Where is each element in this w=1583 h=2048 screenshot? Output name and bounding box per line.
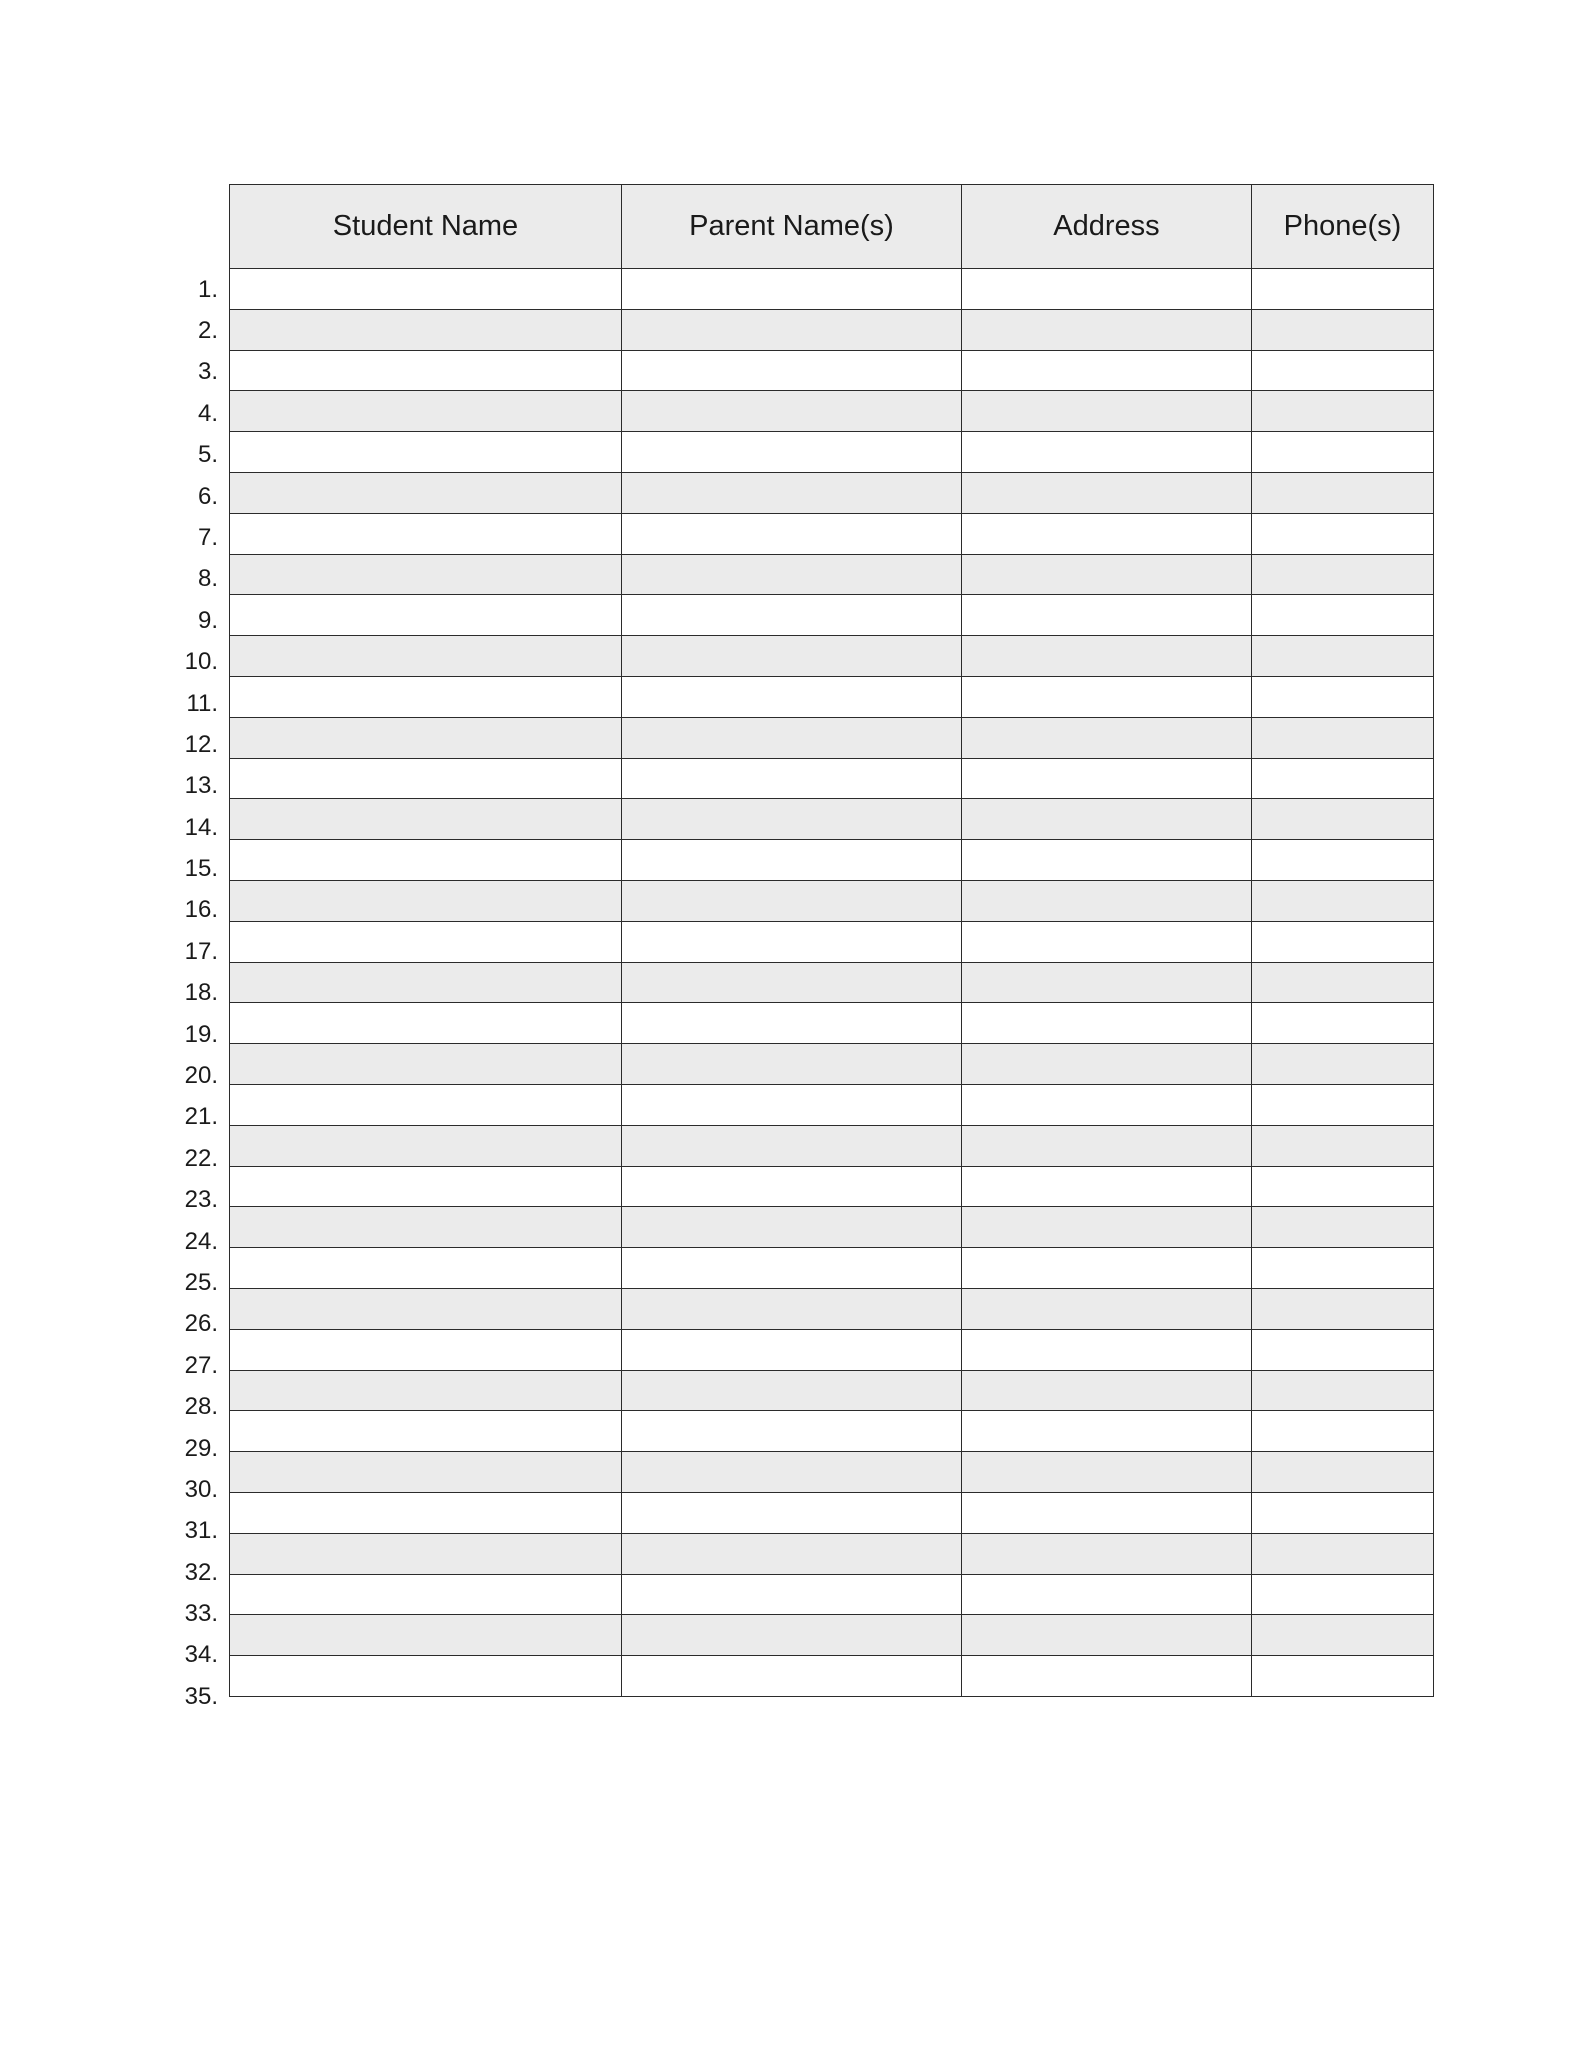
table-row	[230, 1411, 1434, 1452]
row-number: 15.	[184, 855, 218, 883]
student-name-cell[interactable]	[230, 1533, 622, 1574]
row-number: 13.	[184, 772, 218, 800]
table-row	[230, 1166, 1434, 1207]
row-number: 7.	[197, 523, 218, 551]
header-address: Address	[962, 185, 1252, 269]
table-row	[230, 1452, 1434, 1493]
phones-cell[interactable]	[1252, 1574, 1434, 1615]
table-row	[230, 1207, 1434, 1248]
row-number: 30.	[184, 1475, 218, 1503]
table-row	[230, 758, 1434, 799]
student-name-cell[interactable]	[230, 432, 622, 473]
phones-cell[interactable]	[1252, 472, 1434, 513]
table-row	[230, 1574, 1434, 1615]
student-name-cell[interactable]	[230, 269, 622, 310]
parent-names-cell[interactable]	[622, 1084, 962, 1125]
student-name-cell[interactable]	[230, 1656, 622, 1697]
row-number: 14.	[184, 813, 218, 841]
phones-cell[interactable]	[1252, 799, 1434, 840]
row-number: 19.	[184, 1020, 218, 1048]
row-number: 10.	[184, 648, 218, 676]
row-number: 28.	[184, 1393, 218, 1421]
address-cell[interactable]	[962, 432, 1252, 473]
phones-cell[interactable]	[1252, 350, 1434, 391]
header-phones: Phone(s)	[1252, 185, 1434, 269]
parent-names-cell[interactable]	[622, 799, 962, 840]
student-name-cell[interactable]	[230, 840, 622, 881]
parent-names-cell[interactable]	[622, 921, 962, 962]
table-row	[230, 309, 1434, 350]
student-name-cell[interactable]	[230, 1207, 622, 1248]
parent-names-cell[interactable]	[622, 1166, 962, 1207]
parent-names-cell[interactable]	[622, 513, 962, 554]
student-name-cell[interactable]	[230, 1492, 622, 1533]
parent-names-cell[interactable]	[622, 717, 962, 758]
parent-names-cell[interactable]	[622, 391, 962, 432]
phones-cell[interactable]	[1252, 758, 1434, 799]
header-row	[230, 185, 1434, 269]
student-name-cell[interactable]	[230, 1125, 622, 1166]
phones-cell[interactable]	[1252, 1003, 1434, 1044]
row-number: 4.	[197, 399, 218, 427]
address-cell[interactable]	[962, 1574, 1252, 1615]
student-name-cell[interactable]	[230, 880, 622, 921]
student-name-cell[interactable]	[230, 1411, 622, 1452]
table-row	[230, 840, 1434, 881]
student-name-cell[interactable]	[230, 309, 622, 350]
student-name-cell[interactable]	[230, 1248, 622, 1289]
parent-names-cell[interactable]	[622, 1207, 962, 1248]
parent-names-cell[interactable]	[622, 1125, 962, 1166]
phones-cell[interactable]	[1252, 269, 1434, 310]
row-number: 33.	[184, 1600, 218, 1628]
table-row	[230, 1084, 1434, 1125]
phones-cell[interactable]	[1252, 1084, 1434, 1125]
parent-names-cell[interactable]	[622, 676, 962, 717]
row-number: 18.	[184, 979, 218, 1007]
student-name-cell[interactable]	[230, 1574, 622, 1615]
address-cell[interactable]	[962, 962, 1252, 1003]
parent-names-cell[interactable]	[622, 472, 962, 513]
table-row	[230, 1492, 1434, 1533]
student-name-cell[interactable]	[230, 595, 622, 636]
table-row	[230, 513, 1434, 554]
table-row	[230, 1329, 1434, 1370]
address-cell[interactable]	[962, 1003, 1252, 1044]
student-name-cell[interactable]	[230, 799, 622, 840]
row-number-column	[150, 269, 218, 1718]
header-student-name: Student Name	[230, 185, 622, 269]
phones-cell[interactable]	[1252, 880, 1434, 921]
row-number: 6.	[197, 482, 218, 510]
row-number: 26.	[184, 1310, 218, 1338]
phones-cell[interactable]	[1252, 1166, 1434, 1207]
student-name-cell[interactable]	[230, 350, 622, 391]
parent-names-cell[interactable]	[622, 269, 962, 310]
student-name-cell[interactable]	[230, 962, 622, 1003]
student-name-cell[interactable]	[230, 1615, 622, 1656]
phones-cell[interactable]	[1252, 1411, 1434, 1452]
phones-cell[interactable]	[1252, 1452, 1434, 1493]
student-name-cell[interactable]	[230, 1084, 622, 1125]
parent-names-cell[interactable]	[622, 1288, 962, 1329]
address-cell[interactable]	[962, 1452, 1252, 1493]
address-cell[interactable]	[962, 1370, 1252, 1411]
address-cell[interactable]	[962, 1656, 1252, 1697]
parent-names-cell[interactable]	[622, 962, 962, 1003]
row-number: 23.	[184, 1186, 218, 1214]
student-roster-table	[229, 184, 1434, 1697]
address-cell[interactable]	[962, 880, 1252, 921]
phones-cell[interactable]	[1252, 595, 1434, 636]
phones-cell[interactable]	[1252, 636, 1434, 677]
table-row	[230, 1125, 1434, 1166]
table-row	[230, 676, 1434, 717]
table-row	[230, 1615, 1434, 1656]
row-number: 1.	[197, 275, 218, 303]
address-cell[interactable]	[962, 799, 1252, 840]
parent-names-cell[interactable]	[622, 1452, 962, 1493]
row-number: 29.	[184, 1434, 218, 1462]
phones-cell[interactable]	[1252, 513, 1434, 554]
phones-cell[interactable]	[1252, 840, 1434, 881]
phones-cell[interactable]	[1252, 1288, 1434, 1329]
parent-names-cell[interactable]	[622, 880, 962, 921]
table-row	[230, 921, 1434, 962]
phones-cell[interactable]	[1252, 962, 1434, 1003]
address-cell[interactable]	[962, 513, 1252, 554]
parent-names-cell[interactable]	[622, 1574, 962, 1615]
parent-names-cell[interactable]	[622, 1003, 962, 1044]
phones-cell[interactable]	[1252, 1044, 1434, 1085]
row-number: 2.	[197, 316, 218, 344]
row-number: 31.	[184, 1517, 218, 1545]
phones-cell[interactable]	[1252, 1248, 1434, 1289]
address-cell[interactable]	[962, 1084, 1252, 1125]
table-row	[230, 595, 1434, 636]
row-number: 24.	[184, 1227, 218, 1255]
row-number: 32.	[184, 1558, 218, 1586]
parent-names-cell[interactable]	[622, 554, 962, 595]
student-name-cell[interactable]	[230, 676, 622, 717]
address-cell[interactable]	[962, 350, 1252, 391]
parent-names-cell[interactable]	[622, 1370, 962, 1411]
student-name-cell[interactable]	[230, 921, 622, 962]
address-cell[interactable]	[962, 1492, 1252, 1533]
address-cell[interactable]	[962, 717, 1252, 758]
student-name-cell[interactable]	[230, 636, 622, 677]
address-cell[interactable]	[962, 1411, 1252, 1452]
address-cell[interactable]	[962, 472, 1252, 513]
parent-names-cell[interactable]	[622, 1329, 962, 1370]
parent-names-cell[interactable]	[622, 1533, 962, 1574]
phones-cell[interactable]	[1252, 676, 1434, 717]
table-row	[230, 799, 1434, 840]
parent-names-cell[interactable]	[622, 309, 962, 350]
address-cell[interactable]	[962, 676, 1252, 717]
parent-names-cell[interactable]	[622, 758, 962, 799]
row-number: 17.	[184, 937, 218, 965]
roster-body	[230, 269, 1434, 1697]
student-name-cell[interactable]	[230, 1166, 622, 1207]
row-number: 27.	[184, 1351, 218, 1379]
row-number: 3.	[197, 358, 218, 386]
parent-names-cell[interactable]	[622, 840, 962, 881]
phones-cell[interactable]	[1252, 1492, 1434, 1533]
table-row	[230, 1533, 1434, 1574]
table-row	[230, 717, 1434, 758]
address-cell[interactable]	[962, 1125, 1252, 1166]
phones-cell[interactable]	[1252, 1207, 1434, 1248]
table-row	[230, 636, 1434, 677]
parent-names-cell[interactable]	[622, 1411, 962, 1452]
address-cell[interactable]	[962, 636, 1252, 677]
table-row	[230, 880, 1434, 921]
row-number: 9.	[197, 606, 218, 634]
row-number: 5.	[197, 441, 218, 469]
row-number: 21.	[184, 1103, 218, 1131]
row-number: 22.	[184, 1144, 218, 1172]
phones-cell[interactable]	[1252, 1370, 1434, 1411]
phones-cell[interactable]	[1252, 391, 1434, 432]
phones-cell[interactable]	[1252, 1656, 1434, 1697]
address-cell[interactable]	[962, 1615, 1252, 1656]
student-name-cell[interactable]	[230, 472, 622, 513]
table-row	[230, 269, 1434, 310]
table-row	[230, 1370, 1434, 1411]
parent-names-cell[interactable]	[622, 1656, 962, 1697]
address-cell[interactable]	[962, 1166, 1252, 1207]
student-name-cell[interactable]	[230, 1452, 622, 1493]
phones-cell[interactable]	[1252, 554, 1434, 595]
row-number: 16.	[184, 896, 218, 924]
student-name-cell[interactable]	[230, 554, 622, 595]
address-cell[interactable]	[962, 1248, 1252, 1289]
row-number: 35.	[184, 1682, 218, 1710]
phones-cell[interactable]	[1252, 432, 1434, 473]
row-number: 12.	[184, 730, 218, 758]
address-cell[interactable]	[962, 840, 1252, 881]
parent-names-cell[interactable]	[622, 1492, 962, 1533]
student-name-cell[interactable]	[230, 1044, 622, 1085]
parent-names-cell[interactable]	[622, 350, 962, 391]
phones-cell[interactable]	[1252, 309, 1434, 350]
student-name-cell[interactable]	[230, 1370, 622, 1411]
phones-cell[interactable]	[1252, 1329, 1434, 1370]
student-name-cell[interactable]	[230, 1329, 622, 1370]
table-row	[230, 1656, 1434, 1697]
address-cell[interactable]	[962, 1533, 1252, 1574]
row-number: 34.	[184, 1641, 218, 1669]
table-row	[230, 1248, 1434, 1289]
row-number: 25.	[184, 1268, 218, 1296]
table-row	[230, 1044, 1434, 1085]
student-name-cell[interactable]	[230, 1003, 622, 1044]
student-name-cell[interactable]	[230, 717, 622, 758]
row-number: 11.	[186, 689, 218, 717]
address-cell[interactable]	[962, 1329, 1252, 1370]
phones-cell[interactable]	[1252, 921, 1434, 962]
parent-names-cell[interactable]	[622, 1248, 962, 1289]
phones-cell[interactable]	[1252, 1615, 1434, 1656]
phones-cell[interactable]	[1252, 1533, 1434, 1574]
table-row	[230, 350, 1434, 391]
address-cell[interactable]	[962, 309, 1252, 350]
parent-names-cell[interactable]	[622, 432, 962, 473]
phones-cell[interactable]	[1252, 717, 1434, 758]
parent-names-cell[interactable]	[622, 1615, 962, 1656]
address-cell[interactable]	[962, 921, 1252, 962]
student-name-cell[interactable]	[230, 391, 622, 432]
address-cell[interactable]	[962, 758, 1252, 799]
table-row	[230, 962, 1434, 1003]
row-number: 8.	[197, 565, 218, 593]
row-number: 20.	[184, 1062, 218, 1090]
address-cell[interactable]	[962, 269, 1252, 310]
parent-names-cell[interactable]	[622, 595, 962, 636]
table-row	[230, 554, 1434, 595]
table-row	[230, 1003, 1434, 1044]
address-cell[interactable]	[962, 554, 1252, 595]
address-cell[interactable]	[962, 595, 1252, 636]
address-cell[interactable]	[962, 1044, 1252, 1085]
header-parent-names: Parent Name(s)	[622, 185, 962, 269]
address-cell[interactable]	[962, 1288, 1252, 1329]
table-row	[230, 472, 1434, 513]
table-row	[230, 391, 1434, 432]
student-name-cell[interactable]	[230, 758, 622, 799]
roster-header	[230, 185, 1434, 269]
student-name-cell[interactable]	[230, 1288, 622, 1329]
address-cell[interactable]	[962, 1207, 1252, 1248]
table-row	[230, 432, 1434, 473]
parent-names-cell[interactable]	[622, 636, 962, 677]
address-cell[interactable]	[962, 391, 1252, 432]
phones-cell[interactable]	[1252, 1125, 1434, 1166]
table-row	[230, 1288, 1434, 1329]
student-name-cell[interactable]	[230, 513, 622, 554]
parent-names-cell[interactable]	[622, 1044, 962, 1085]
